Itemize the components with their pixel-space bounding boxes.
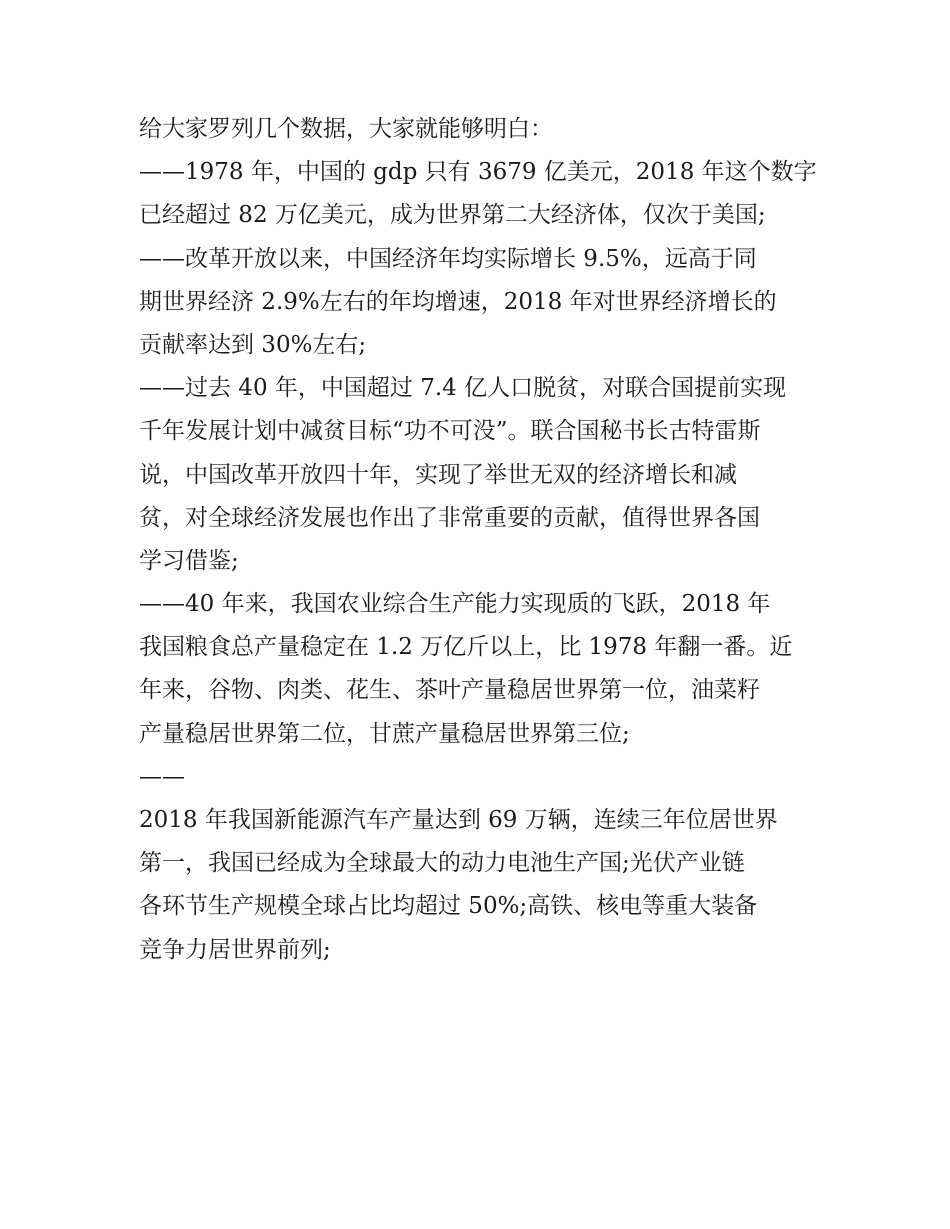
text-line: 年来，谷物、肉类、花生、茶叶产量稳居世界第一位，油菜籽: [139, 677, 760, 704]
text-line: 学习借鉴;: [139, 547, 239, 574]
text-line: ——改革开放以来，中国经济年均实际增长 9.5%，远高于同: [139, 245, 757, 272]
text-line: ——: [139, 763, 185, 790]
text-line: 期世界经济 2.9%左右的年均增速，2018 年对世界经济增长的: [139, 288, 777, 315]
text-line: 说，中国改革开放四十年，实现了举世无双的经济增长和减: [139, 461, 737, 488]
text-line: 第一，我国已经成为全球最大的动力电池生产国;光伏产业链: [139, 850, 745, 877]
text-line: 已经超过 82 万亿美元，成为世界第二大经济体，仅次于美国;: [139, 202, 766, 229]
text-line: 竞争力居世界前列;: [139, 936, 331, 963]
text-line: ——过去 40 年，中国超过 7.4 亿人口脱贫，对联合国提前实现: [139, 375, 787, 402]
text-line: 2018 年我国新能源汽车产量达到 69 万辆，连续三年位居世界: [139, 807, 778, 833]
document-body: [139, 108, 819, 972]
text-line: 产量稳居世界第二位，甘蔗产量稳居世界第三位;: [139, 720, 630, 747]
text-line: 我国粮食总产量稳定在 1.2 万亿斤以上，比 1978 年翻一番。近: [139, 634, 793, 661]
text-line: 给大家罗列几个数据，大家就能够明白：: [139, 116, 553, 142]
text-line: ——40 年来，我国农业综合生产能力实现质的飞跃，2018 年: [139, 591, 771, 618]
text-line: 千年发展计划中减贫目标“功不可没”。联合国秘书长古特雷斯: [139, 418, 761, 445]
text-line: 各环节生产规模全球占比均超过 50%;高铁、核电等重大装备: [139, 893, 758, 920]
text-line: ——1978 年，中国的 gdp 只有 3679 亿美元，2018 年这个数字: [139, 159, 817, 186]
text-line: 贫，对全球经济发展也作出了非常重要的贡献，值得世界各国: [139, 504, 760, 531]
text-line: 贡献率达到 30%左右;: [139, 331, 367, 358]
